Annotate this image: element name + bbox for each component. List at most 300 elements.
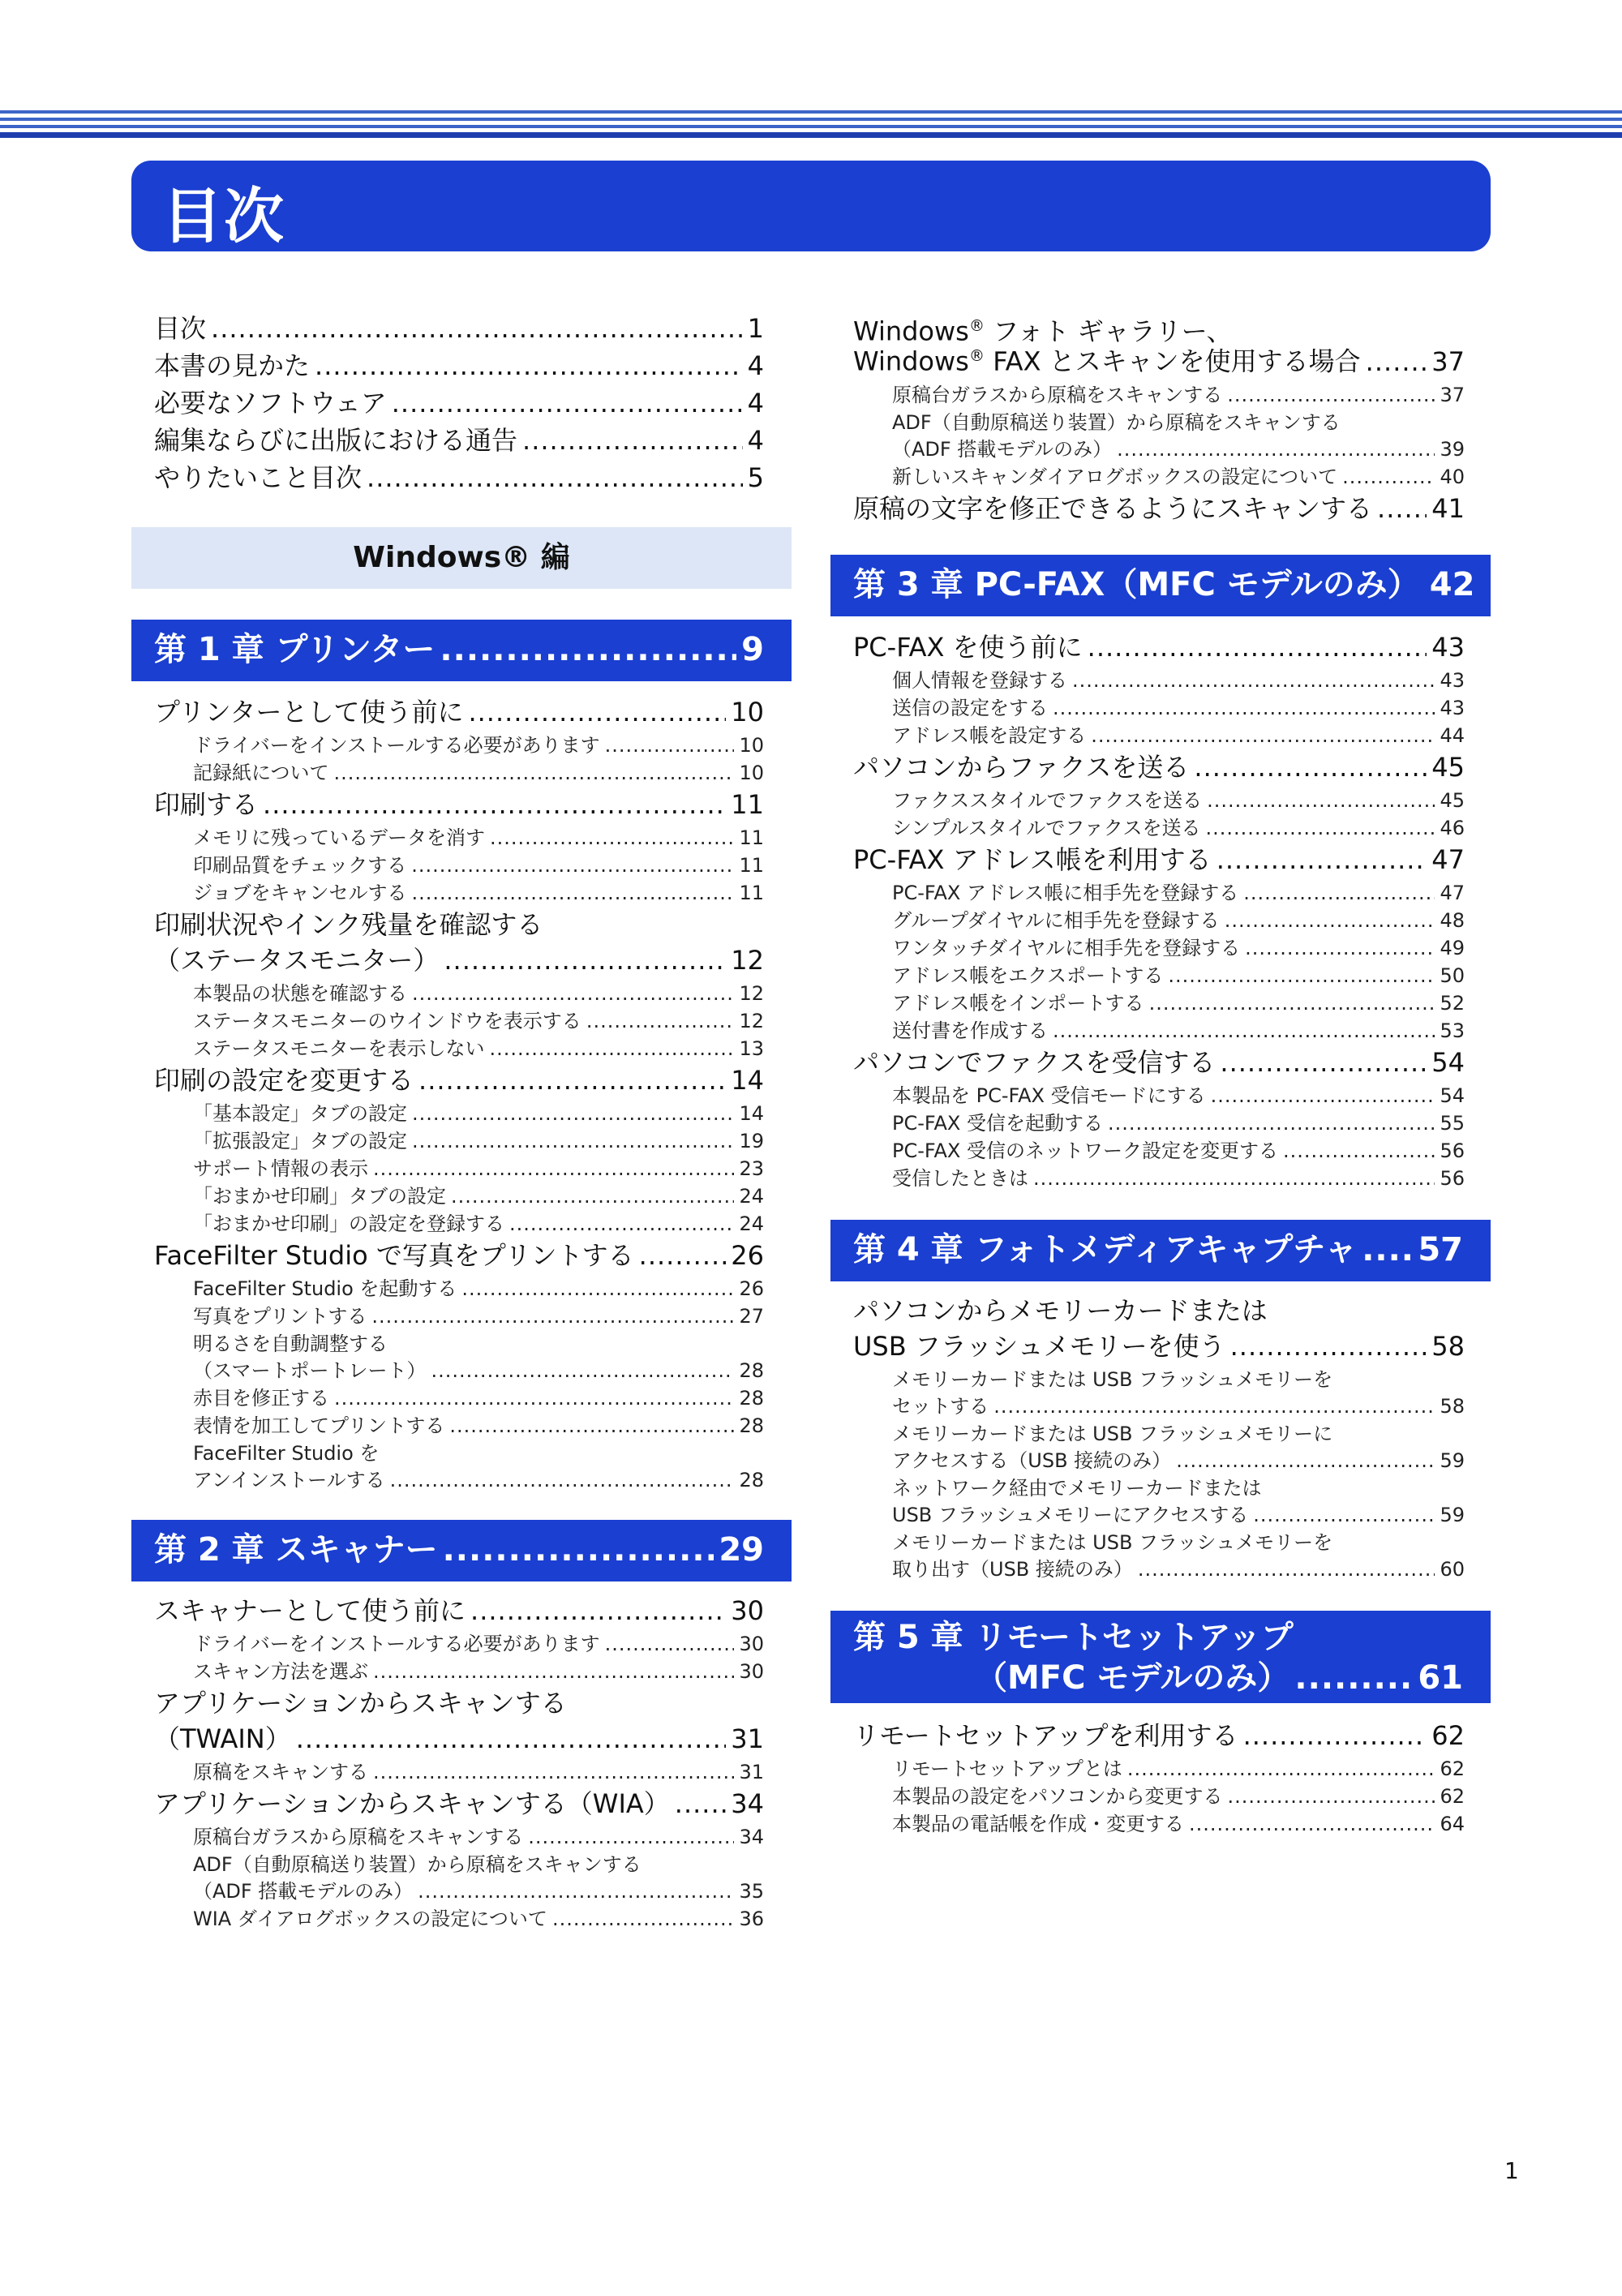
toc-subentry[interactable] bbox=[892, 1812, 1465, 1836]
toc-subentry[interactable] bbox=[193, 1760, 764, 1784]
entry-title: 印刷の設定を変更する bbox=[154, 1065, 414, 1096]
dot-leader bbox=[449, 1414, 734, 1438]
toc-entry[interactable] bbox=[154, 944, 764, 976]
toc-subentry[interactable] bbox=[892, 1784, 1465, 1809]
entry-title: USB フラッシュメモリーを使う bbox=[853, 1331, 1225, 1362]
dot-leader bbox=[1088, 631, 1427, 663]
toc-entry[interactable] bbox=[154, 1594, 764, 1627]
entry-title: 「拡張設定」タブの設定 bbox=[193, 1130, 407, 1152]
entry-title: 取り出す（USB 接続のみ） bbox=[892, 1558, 1133, 1581]
entry-title: 本製品の設定をパソコンから変更する bbox=[892, 1785, 1223, 1808]
dot-leader bbox=[1227, 383, 1435, 407]
entry-title: サポート情報の表示 bbox=[193, 1157, 368, 1180]
toc-subentry[interactable] bbox=[892, 881, 1465, 905]
dot-leader bbox=[1377, 492, 1427, 525]
chapter-2-bar[interactable] bbox=[131, 1520, 792, 1581]
entry-title: 受信したときは bbox=[892, 1167, 1028, 1190]
chapter-page: 9 bbox=[741, 631, 764, 668]
dot-leader bbox=[1245, 936, 1435, 960]
dot-leader bbox=[431, 1358, 735, 1383]
toc-entry[interactable] bbox=[853, 843, 1465, 876]
dot-leader bbox=[1225, 908, 1435, 933]
entry-page: 27 bbox=[739, 1305, 764, 1328]
dot-leader bbox=[1253, 1503, 1435, 1527]
toc-subentry[interactable] bbox=[892, 816, 1465, 840]
entry-title: 表情を加工してプリントする bbox=[193, 1414, 445, 1437]
dot-leader bbox=[1243, 881, 1435, 905]
dot-leader bbox=[1091, 723, 1435, 748]
chapter-title: 第 5 章 リモートセットアップ bbox=[853, 1619, 1294, 1656]
toc-entry[interactable] bbox=[154, 424, 764, 457]
chapter-title: 第 4 章 フォトメディアキャプチャ bbox=[853, 1231, 1358, 1268]
toc-entry[interactable] bbox=[154, 350, 764, 382]
entry-page: 39 bbox=[1440, 438, 1465, 461]
toc-entry[interactable] bbox=[154, 696, 764, 728]
entry-page: 41 bbox=[1431, 493, 1465, 524]
entry-page: 35 bbox=[739, 1880, 764, 1903]
dot-leader bbox=[1230, 1330, 1427, 1363]
toc-entry[interactable] bbox=[154, 312, 764, 345]
chapter-title-row bbox=[975, 1658, 1463, 1698]
entry-title: 写真をプリントする bbox=[193, 1305, 367, 1328]
toc-subentry[interactable] bbox=[193, 1632, 764, 1656]
toc-subentry-line[interactable]: メモリーカードまたは USB フラッシュメモリーに bbox=[892, 1423, 1333, 1445]
toc-subentry[interactable] bbox=[193, 1304, 764, 1328]
entry-page: 34 bbox=[731, 1788, 764, 1819]
entry-page: 46 bbox=[1440, 817, 1465, 839]
entry-title: 「おまかせ印刷」タブの設定 bbox=[193, 1185, 446, 1208]
entry-title: アクセスする（USB 接続のみ） bbox=[892, 1449, 1172, 1472]
dot-leader bbox=[444, 944, 726, 976]
entry-page: 50 bbox=[1440, 964, 1465, 987]
dot-leader bbox=[1220, 1046, 1427, 1079]
entry-title: USB フラッシュメモリーにアクセスする bbox=[892, 1504, 1249, 1526]
toc-subentry[interactable] bbox=[193, 1879, 764, 1903]
dot-leader bbox=[443, 1530, 714, 1570]
toc-subentry[interactable] bbox=[892, 696, 1465, 720]
toc-entry[interactable] bbox=[154, 1239, 764, 1272]
toc-subentry[interactable] bbox=[892, 1166, 1465, 1191]
entry-page: 40 bbox=[1440, 466, 1465, 488]
entry-title: ジョブをキャンセルする bbox=[193, 882, 407, 904]
toc-subentry[interactable] bbox=[193, 1036, 764, 1061]
toc-subentry[interactable] bbox=[892, 963, 1465, 988]
entry-title: 原稿台ガラスから原稿をスキャンする bbox=[193, 1826, 524, 1848]
entry-page: 30 bbox=[739, 1660, 764, 1683]
entry-title: 本製品を PC-FAX 受信モードにする bbox=[892, 1084, 1206, 1107]
chapter-1-bar[interactable] bbox=[131, 620, 792, 681]
dot-leader bbox=[1294, 1658, 1413, 1698]
entry-page: 28 bbox=[739, 1414, 764, 1437]
entry-title: 編集ならびに出版における通告 bbox=[154, 425, 518, 456]
toc-subentry[interactable] bbox=[193, 1825, 764, 1849]
entry-page: 54 bbox=[1431, 1047, 1465, 1078]
dot-leader bbox=[373, 1157, 734, 1181]
entry-page: 43 bbox=[1431, 632, 1465, 663]
entry-page: 47 bbox=[1440, 882, 1465, 904]
dot-leader bbox=[411, 853, 734, 878]
dot-leader bbox=[1072, 668, 1435, 693]
entry-title: パソコンでファクスを受信する bbox=[853, 1047, 1216, 1078]
entry-title: ステータスモニターのウインドウを表示する bbox=[193, 1010, 581, 1032]
entry-title: 「基本設定」タブの設定 bbox=[193, 1102, 407, 1125]
toc-subentry[interactable] bbox=[193, 1157, 764, 1181]
toc-entry[interactable] bbox=[154, 1723, 764, 1755]
chapter-4-bar[interactable] bbox=[830, 1220, 1491, 1281]
dot-leader bbox=[1127, 1757, 1435, 1781]
entry-page: 30 bbox=[739, 1633, 764, 1655]
entry-page: 60 bbox=[1440, 1558, 1465, 1581]
toc-subentry[interactable] bbox=[193, 733, 764, 757]
toc-subentry-line[interactable]: ADF（自動原稿送り装置）から原稿をスキャンする bbox=[193, 1853, 642, 1876]
entry-title: 送信の設定をする bbox=[892, 697, 1048, 719]
entry-title: FaceFilter Studio を起動する bbox=[193, 1277, 457, 1300]
entry-page: 28 bbox=[739, 1387, 764, 1410]
entry-title: 本製品の状態を確認する bbox=[193, 982, 407, 1005]
entry-title: ドライバーをインストールする必要があります bbox=[193, 734, 600, 757]
dot-leader bbox=[639, 1239, 727, 1272]
dot-leader bbox=[390, 1468, 735, 1492]
dot-leader bbox=[440, 629, 736, 670]
chapter-title-row bbox=[154, 629, 764, 670]
entry-page: 4 bbox=[747, 350, 764, 381]
entry-page: 14 bbox=[731, 1065, 764, 1096]
chapter-5-bar[interactable] bbox=[830, 1611, 1491, 1703]
toc-subentry[interactable] bbox=[193, 1386, 764, 1410]
entry-title: やりたいこと目次 bbox=[154, 462, 363, 493]
dot-leader bbox=[392, 387, 743, 419]
dot-leader bbox=[412, 981, 734, 1006]
entry-title: FaceFilter Studio で写真をプリントする bbox=[154, 1240, 634, 1271]
entry-page: 64 bbox=[1440, 1813, 1465, 1835]
toc-subentry[interactable] bbox=[892, 788, 1465, 813]
entry-title: シンプルスタイルでファクスを送る bbox=[892, 817, 1201, 839]
chapter-page: 57 bbox=[1418, 1231, 1463, 1268]
dot-leader bbox=[1243, 1719, 1427, 1752]
toc-subentry[interactable] bbox=[193, 1184, 764, 1208]
entry-page: 14 bbox=[739, 1102, 764, 1125]
dot-leader bbox=[1194, 751, 1427, 783]
chapter-title-row bbox=[853, 564, 1475, 605]
dot-leader bbox=[334, 761, 735, 785]
toc-subentry[interactable] bbox=[193, 1358, 764, 1383]
dot-leader bbox=[211, 312, 743, 345]
toc-subentry[interactable] bbox=[193, 1101, 764, 1126]
toc-entry[interactable] bbox=[154, 788, 764, 821]
entry-page: 36 bbox=[739, 1908, 764, 1930]
entry-title: グループダイヤルに相手先を登録する bbox=[892, 909, 1220, 932]
entry-title: プリンターとして使う前に bbox=[154, 697, 464, 727]
chapter-title-line2: （MFC モデルのみ） bbox=[975, 1659, 1290, 1697]
entry-page: 31 bbox=[739, 1761, 764, 1783]
dot-leader bbox=[552, 1907, 735, 1931]
page-number: 1 bbox=[1504, 2157, 1519, 2184]
dot-leader bbox=[1206, 816, 1435, 840]
entry-page: 45 bbox=[1431, 752, 1465, 783]
entry-title: ステータスモニターを表示しない bbox=[193, 1037, 485, 1060]
entry-page: 23 bbox=[739, 1157, 764, 1180]
dot-leader bbox=[367, 461, 743, 494]
toc-subentry[interactable] bbox=[193, 761, 764, 785]
entry-page: 52 bbox=[1440, 992, 1465, 1015]
dot-leader bbox=[1168, 963, 1435, 988]
entry-title: 赤目を修正する bbox=[193, 1387, 329, 1410]
entry-title: 記録紙について bbox=[193, 762, 329, 784]
dot-leader bbox=[1216, 843, 1427, 876]
entry-title: （ステータスモニター） bbox=[154, 945, 440, 976]
entry-page: 43 bbox=[1440, 697, 1465, 719]
entry-title: 印刷品質をチェックする bbox=[193, 854, 407, 877]
entry-page: 62 bbox=[1440, 1757, 1465, 1780]
entry-title: 原稿台ガラスから原稿をスキャンする bbox=[892, 384, 1223, 406]
entry-title: アドレス帳をインポートする bbox=[892, 992, 1144, 1015]
dot-leader bbox=[1211, 1084, 1435, 1108]
toc-entry-line[interactable]: Windows® フォト ギャラリー、 bbox=[853, 315, 1233, 347]
entry-title: （TWAIN） bbox=[154, 1723, 291, 1754]
toc-subentry-line[interactable]: ADF（自動原稿送り装置）から原稿をスキャンする bbox=[892, 411, 1341, 434]
toc-entry[interactable] bbox=[853, 1330, 1465, 1363]
entry-title: アドレス帳をエクスポートする bbox=[892, 964, 1164, 987]
entry-title: 原稿をスキャンする bbox=[193, 1761, 368, 1783]
toc-subentry[interactable] bbox=[892, 1111, 1465, 1135]
entry-title: メモリに残っているデータを消す bbox=[193, 826, 485, 849]
entry-title: 必要なソフトウェア bbox=[154, 388, 387, 418]
dot-leader bbox=[373, 1659, 734, 1684]
entry-title: Windows® FAX とスキャンを使用する場合 bbox=[853, 346, 1361, 377]
toc-subentry[interactable] bbox=[193, 853, 764, 878]
dot-leader bbox=[1342, 465, 1435, 489]
entry-title: ワンタッチダイヤルに相手先を登録する bbox=[892, 937, 1241, 959]
entry-page: 58 bbox=[1431, 1331, 1465, 1362]
toc-subentry[interactable] bbox=[193, 1468, 764, 1492]
toc-subentry[interactable] bbox=[193, 1907, 764, 1931]
toc-entry[interactable] bbox=[853, 492, 1465, 525]
entry-page: 37 bbox=[1431, 346, 1465, 377]
entry-title: 印刷する bbox=[154, 789, 259, 820]
toc-subentry[interactable] bbox=[892, 668, 1465, 693]
chapter-page: 29 bbox=[719, 1531, 764, 1569]
entry-page: 62 bbox=[1440, 1785, 1465, 1808]
toc-subentry[interactable] bbox=[892, 908, 1465, 933]
entry-page: 43 bbox=[1440, 669, 1465, 692]
entry-title: リモートセットアップを利用する bbox=[853, 1720, 1238, 1751]
dot-leader bbox=[418, 1879, 734, 1903]
entry-page: 49 bbox=[1440, 937, 1465, 959]
chapter-title-row bbox=[154, 1530, 764, 1570]
dot-leader bbox=[490, 1036, 735, 1061]
entry-page: 48 bbox=[1440, 909, 1465, 932]
entry-title: PC-FAX アドレス帳を利用する bbox=[853, 844, 1212, 875]
entry-title: 本書の見かた bbox=[154, 350, 311, 381]
chapter-title-row bbox=[853, 1230, 1463, 1270]
toc-entry[interactable] bbox=[853, 345, 1465, 378]
entry-page: 28 bbox=[739, 1469, 764, 1491]
toc-subentry[interactable] bbox=[193, 1414, 764, 1438]
toc-subentry[interactable] bbox=[193, 1129, 764, 1153]
dot-leader bbox=[451, 1184, 734, 1208]
entry-page: 24 bbox=[739, 1185, 764, 1208]
dot-leader bbox=[1149, 991, 1435, 1015]
dot-leader bbox=[1207, 788, 1435, 813]
entry-page: 56 bbox=[1440, 1167, 1465, 1190]
dot-leader bbox=[1283, 1139, 1435, 1163]
chapter-title: 第 2 章 スキャナー bbox=[154, 1531, 438, 1569]
entry-page: 12 bbox=[739, 1010, 764, 1032]
entry-title: PC-FAX 受信を起動する bbox=[892, 1112, 1103, 1135]
toc-subentry[interactable] bbox=[892, 1757, 1465, 1781]
entry-page: 58 bbox=[1440, 1395, 1465, 1418]
entry-page: 4 bbox=[747, 425, 764, 456]
toc-entry[interactable] bbox=[154, 461, 764, 494]
dot-leader bbox=[1138, 1557, 1435, 1581]
dot-leader bbox=[412, 881, 735, 905]
entry-page: 12 bbox=[731, 945, 764, 976]
entry-page: 13 bbox=[739, 1037, 764, 1060]
entry-title: （ADF 搭載モデルのみ） bbox=[193, 1880, 414, 1903]
entry-page: 44 bbox=[1440, 724, 1465, 747]
dot-leader bbox=[412, 1101, 734, 1126]
entry-title: ドライバーをインストールする必要があります bbox=[193, 1633, 600, 1655]
entry-title: PC-FAX アドレス帳に相手先を登録する bbox=[892, 882, 1239, 904]
toc-entry-line[interactable]: パソコンからメモリーカードまたは bbox=[853, 1295, 1268, 1326]
dot-leader bbox=[1108, 1111, 1435, 1135]
toc-subentry[interactable] bbox=[193, 1659, 764, 1684]
entry-title: パソコンからファクスを送る bbox=[853, 752, 1190, 783]
toc-subentry[interactable] bbox=[193, 1277, 764, 1301]
dot-leader bbox=[1228, 1784, 1435, 1809]
entry-page: 59 bbox=[1440, 1504, 1465, 1526]
entry-page: 26 bbox=[731, 1240, 764, 1271]
entry-title: 目次 bbox=[154, 313, 207, 344]
entry-page: 34 bbox=[739, 1826, 764, 1848]
header-stripes bbox=[0, 110, 1622, 142]
dot-leader bbox=[296, 1723, 727, 1755]
chapter-title: 第 3 章 PC-FAX（MFC モデルのみ） bbox=[853, 566, 1420, 603]
toc-entry-line[interactable]: アプリケーションからスキャンする bbox=[154, 1688, 567, 1719]
toc-subentry-line[interactable]: FaceFilter Studio を bbox=[193, 1442, 380, 1465]
entry-page: 26 bbox=[739, 1277, 764, 1300]
entry-title: PC-FAX 受信のネットワーク設定を変更する bbox=[892, 1139, 1278, 1162]
dot-leader bbox=[468, 696, 726, 728]
chapter-3-bar[interactable] bbox=[830, 555, 1491, 616]
dot-leader bbox=[461, 1277, 734, 1301]
toc-entry[interactable] bbox=[853, 631, 1465, 663]
toc-subentry[interactable] bbox=[193, 981, 764, 1006]
entry-page: 4 bbox=[747, 388, 764, 418]
entry-page: 5 bbox=[747, 462, 764, 493]
toc-subentry-line[interactable]: ネットワーク経由でメモリーカードまたは bbox=[892, 1477, 1262, 1500]
entry-title: 送付書を作成する bbox=[892, 1019, 1048, 1042]
dot-leader bbox=[418, 1064, 726, 1097]
title-banner bbox=[131, 161, 1491, 251]
toc-entry[interactable] bbox=[154, 1064, 764, 1097]
toc-subentry[interactable] bbox=[892, 1139, 1465, 1163]
entry-page: 11 bbox=[739, 854, 764, 877]
toc-entry-line[interactable]: 印刷状況やインク残量を確認する bbox=[154, 909, 543, 940]
toc-entry[interactable] bbox=[154, 1787, 764, 1820]
toc-subentry[interactable] bbox=[193, 1212, 764, 1236]
chapter-page: 42 bbox=[1429, 566, 1475, 603]
toc-subentry-line[interactable]: メモリーカードまたは USB フラッシュメモリーを bbox=[892, 1368, 1333, 1391]
toc-subentry[interactable] bbox=[892, 723, 1465, 748]
page-title: 目次 bbox=[162, 182, 285, 251]
entry-title: WIA ダイアログボックスの設定について bbox=[193, 1908, 547, 1930]
section-bar-windows bbox=[131, 527, 792, 589]
entry-page: 19 bbox=[739, 1130, 764, 1152]
entry-page: 28 bbox=[739, 1359, 764, 1382]
entry-title: 本製品の電話帳を作成・変更する bbox=[892, 1813, 1184, 1835]
toc-subentry[interactable] bbox=[892, 465, 1465, 489]
dot-leader bbox=[490, 826, 734, 850]
toc-subentry[interactable] bbox=[193, 1009, 764, 1033]
entry-title: 個人情報を登録する bbox=[892, 669, 1067, 692]
dot-leader bbox=[605, 1632, 735, 1656]
dot-leader bbox=[1366, 345, 1427, 378]
toc-subentry[interactable] bbox=[892, 437, 1465, 461]
entry-title: （スマートポートレート） bbox=[193, 1359, 427, 1382]
entry-page: 54 bbox=[1440, 1084, 1465, 1107]
toc-entry[interactable] bbox=[154, 387, 764, 419]
toc-entry[interactable] bbox=[853, 751, 1465, 783]
entry-title: アンインストールする bbox=[193, 1469, 385, 1491]
entry-title: 「おまかせ印刷」の設定を登録する bbox=[193, 1212, 504, 1235]
dot-leader bbox=[675, 1787, 727, 1820]
dot-leader bbox=[528, 1825, 734, 1849]
dot-leader bbox=[334, 1386, 734, 1410]
dot-leader bbox=[371, 1304, 734, 1328]
toc-subentry[interactable] bbox=[892, 991, 1465, 1015]
entry-page: 11 bbox=[739, 826, 764, 849]
entry-title: 原稿の文字を修正できるようにスキャンする bbox=[853, 493, 1373, 524]
toc-subentry[interactable] bbox=[193, 826, 764, 850]
dot-leader bbox=[1362, 1230, 1413, 1270]
entry-page: 10 bbox=[731, 697, 764, 727]
dot-leader bbox=[470, 1594, 726, 1627]
dot-leader bbox=[315, 350, 743, 382]
toc-subentry[interactable] bbox=[892, 1019, 1465, 1043]
entry-title: PC-FAX を使う前に bbox=[853, 632, 1083, 663]
toc-subentry-line[interactable]: メモリーカードまたは USB フラッシュメモリーを bbox=[892, 1531, 1333, 1554]
dot-leader bbox=[1053, 1019, 1435, 1043]
toc-subentry[interactable] bbox=[892, 936, 1465, 960]
toc-subentry[interactable] bbox=[892, 1503, 1465, 1527]
dot-leader bbox=[1053, 696, 1435, 720]
section-label: Windows® 編 bbox=[353, 541, 570, 574]
toc-subentry[interactable] bbox=[892, 383, 1465, 407]
toc-subentry[interactable] bbox=[892, 1394, 1465, 1418]
toc-entry[interactable] bbox=[853, 1719, 1465, 1752]
toc-subentry[interactable] bbox=[892, 1448, 1465, 1473]
entry-page: 45 bbox=[1440, 789, 1465, 812]
dot-leader bbox=[522, 424, 743, 457]
dot-leader bbox=[1176, 1448, 1435, 1473]
toc-entry[interactable] bbox=[853, 1046, 1465, 1079]
entry-page: 59 bbox=[1440, 1449, 1465, 1472]
toc-subentry[interactable] bbox=[892, 1557, 1465, 1581]
toc-subentry[interactable] bbox=[193, 881, 764, 905]
entry-title: スキャナーとして使う前に bbox=[154, 1595, 466, 1626]
toc-subentry-line[interactable]: 明るさを自動調整する bbox=[193, 1333, 388, 1355]
dot-leader bbox=[1033, 1166, 1435, 1191]
chapter-page: 61 bbox=[1418, 1659, 1463, 1697]
entry-page: 47 bbox=[1431, 844, 1465, 875]
entry-page: 53 bbox=[1440, 1019, 1465, 1042]
dot-leader bbox=[509, 1212, 734, 1236]
toc-subentry[interactable] bbox=[892, 1084, 1465, 1108]
entry-page: 12 bbox=[739, 982, 764, 1005]
entry-page: 56 bbox=[1440, 1139, 1465, 1162]
dot-leader bbox=[1117, 437, 1435, 461]
